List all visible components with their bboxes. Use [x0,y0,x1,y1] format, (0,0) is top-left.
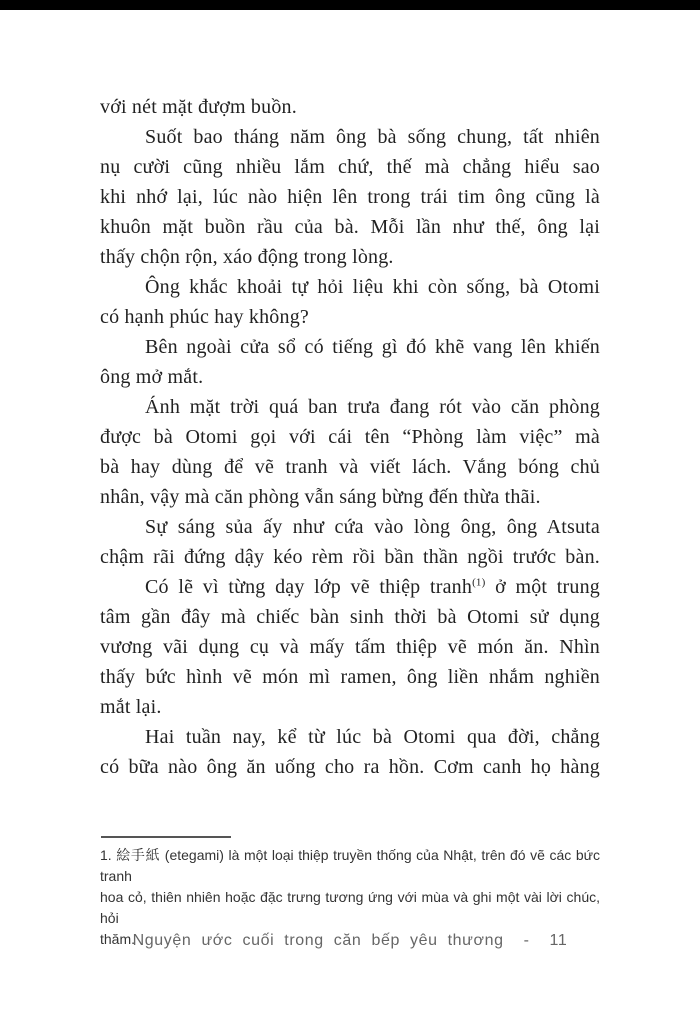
body-text-line: nhân, vậy mà căn phòng vẫn sáng bừng đến thừa thãi. [100,486,541,508]
footer-book-title: Nguyện ước cuối trong căn bếp yêu thương [132,932,504,949]
body-text-line: với nét mặt đượm buồn. [100,96,297,118]
body-text-line: thấy chộn rộn, xáo động trong lòng. [100,246,394,268]
footnote-line: hoa cỏ, thiên nhiên hoặc đặc trưng tương ứng với mùa và ghi một vài lời chúc, hỏi [100,889,600,926]
body-text-line: Suốt bao tháng năm ông bà sống chung, tất nhiên [145,126,600,148]
body-text-line: tâm gần đây mà chiếc bàn sinh thời bà Otomi sử dụng [100,606,600,628]
body-text-line: có bữa nào ông ăn uống cho ra hồn. Cơm canh họ hàng [100,756,600,778]
body-text-line: khuôn mặt buồn rầu của bà. Mỗi lần như thế, ông lại [100,216,600,238]
body-text-line: Ánh mặt trời quá ban trưa đang rót vào căn phòng [145,396,600,418]
body-text-line: vương vãi dụng cụ và mấy tấm thiệp vẽ món ăn. Nhìn [100,636,600,658]
body-text-line: thấy bức hình vẽ món mì ramen, ông liền nhắm nghiền [100,666,600,688]
body-text-line: có hạnh phúc hay không? [100,306,309,328]
body-text-line: nụ cười cũng nhiều lắm chứ, thế mà chẳng hiểu sao [100,156,600,178]
body-text-line: Ông khắc khoải tự hỏi liệu khi còn sống, bà Otomi [145,276,600,298]
body-text-line: Hai tuần nay, kể từ lúc bà Otomi qua đời, chẳng [145,726,600,748]
footnote-line: thăm. [100,931,136,947]
body-text-line: khi nhớ lại, lúc nào hiện lên trong trái tim ông cũng là [100,186,600,208]
body-text-line: Có lẽ vì từng dạy lớp vẽ thiệp tranh$^{(1)}$ ở một trung [145,576,600,598]
body-text-line: được bà Otomi gọi với cái tên “Phòng làm việc” mà [100,426,600,448]
footer-page-number: 11 [549,932,568,949]
page-body-text [100,92,600,782]
footnote-separator [101,836,231,838]
body-text-line: Sự sáng sủa ấy như cứa vào lòng ông, ông Atsuta [145,516,600,538]
footer-separator-dash: - [523,932,530,949]
body-text-line: chậm rãi đứng dậy kéo rèm rồi bần thần ngồi trước bàn. [100,546,600,568]
footnote-ref-superscript: (1) [472,576,486,589]
footnote-line: 1. 絵手紙 (etegami) là một loại thiệp truyền thống của Nhật, trên đó vẽ các bức tranh [100,847,600,884]
body-text-line: mắt lại. [100,696,162,718]
running-footer [0,932,700,950]
body-text-line: Bên ngoài cửa sổ có tiếng gì đó khẽ vang lên khiến [145,336,600,358]
body-text-line: ông mở mắt. [100,366,204,388]
body-text-line: bà hay dùng để vẽ tranh và viết lách. Vắng bóng chủ [100,456,600,478]
scan-edge-bar [0,0,700,10]
